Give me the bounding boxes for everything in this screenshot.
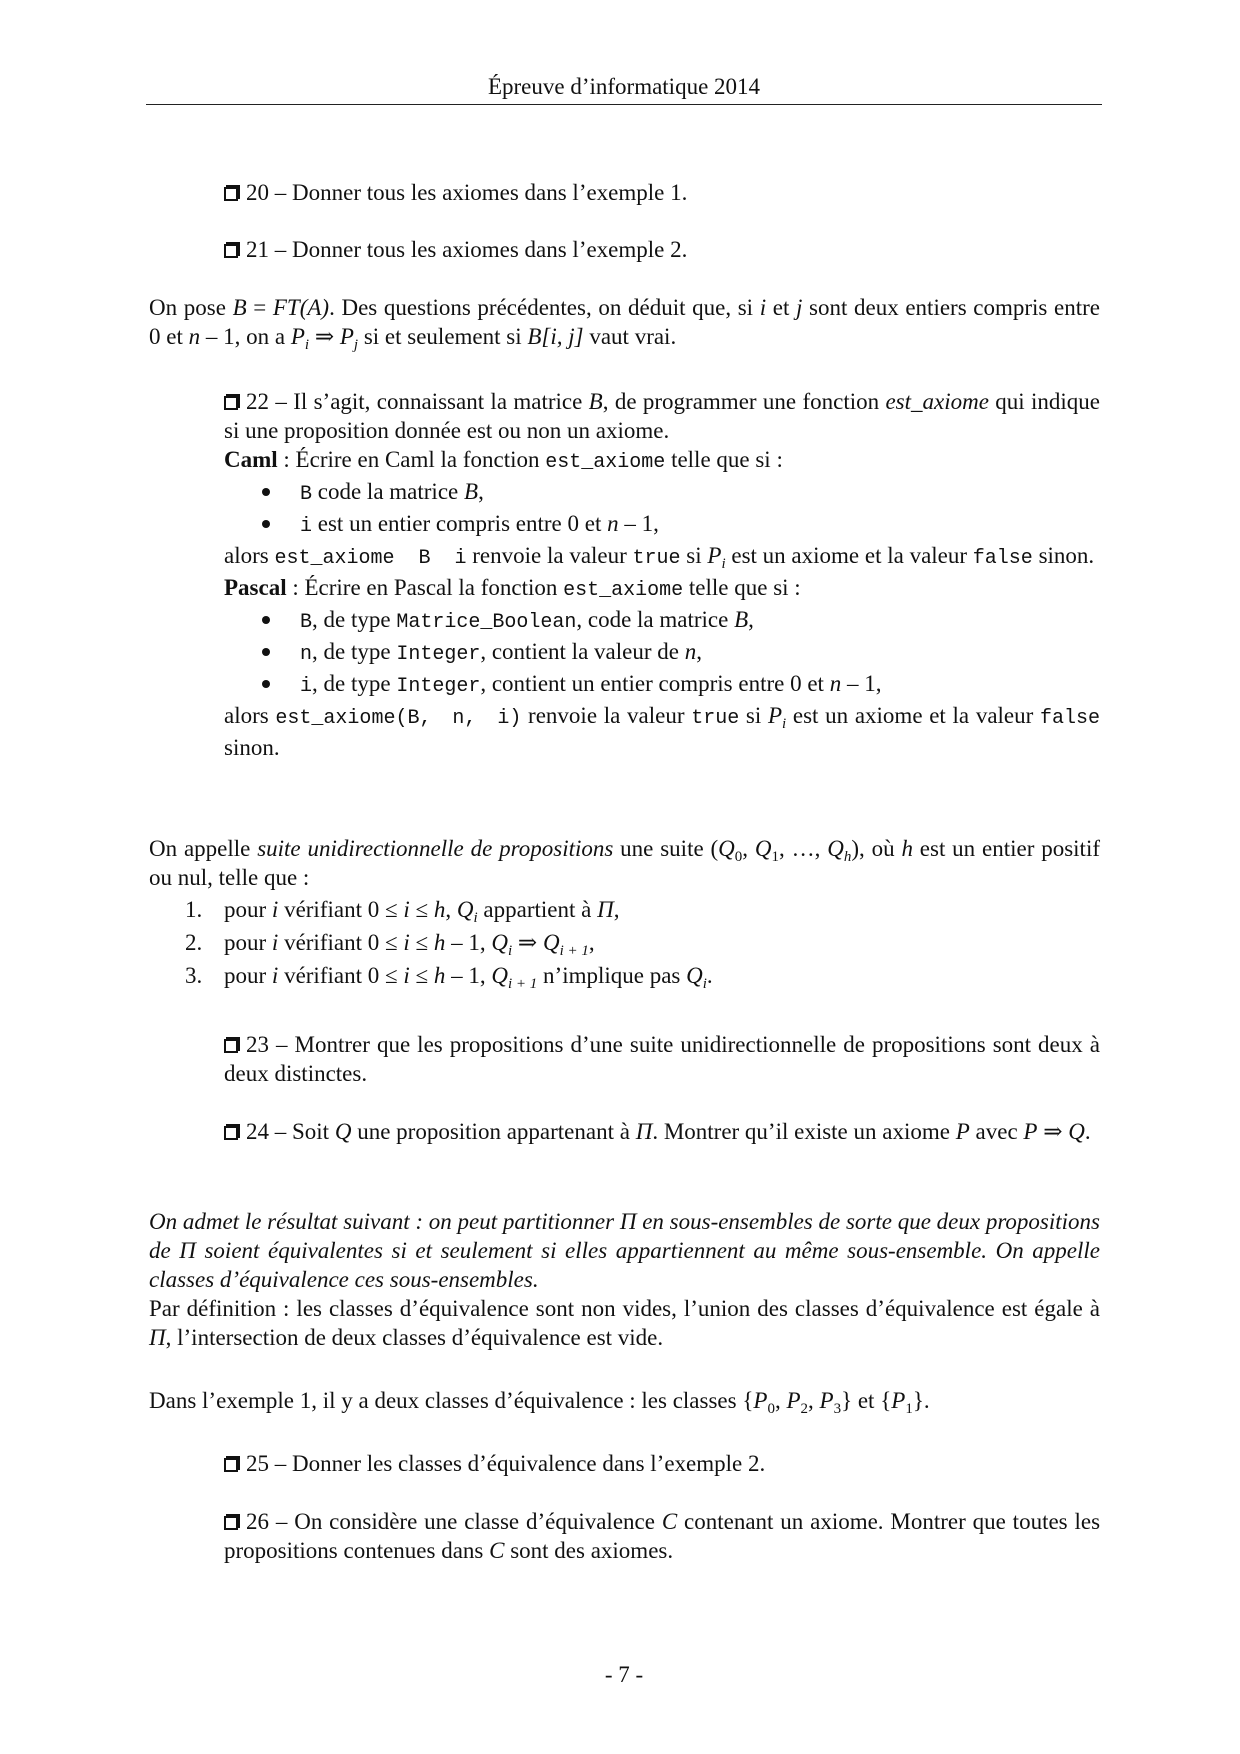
question-23: 23 – Montrer que les propositions d’une suite unidirectionnelle de propositions sont deux à deux distinctes. [224, 1032, 1101, 1086]
caml-bullet-2: i est un entier compris entre 0 et n – 1, [224, 509, 1100, 541]
checkbox-icon [224, 1039, 238, 1053]
checkbox-icon [224, 1126, 238, 1140]
pascal-bullet-1: B, de type Matrice_Boolean, code la matrice B, [224, 605, 1100, 637]
question-text: – Donner tous les axiomes dans l’exemple 1. [274, 180, 688, 205]
page-header: Épreuve d’informatique 2014 [487, 74, 761, 99]
question-26: 26 – On considère une classe d’équivalence C contenant un axiome. Montrer que toutes les propositions contenues dans C sont des axiomes. [224, 1509, 1101, 1563]
admitted-result: On admet le résultat suivant : on peut partitionner Π en sous-ensembles de sorte que deux propositions de Π soient équivalentes si et seulement si elles appartiennent au même sous-ensemble. On appelle classes d’équivalence ces sous-ensembles. [149, 1209, 1101, 1292]
question-text: – Donner tous les axiomes dans l’exemple 2. [274, 237, 688, 262]
question-25: 25 – Donner les classes d’équivalence dans l’exemple 2. [224, 1449, 1100, 1478]
definition-text: Par définition : les classes d’équivalence sont non vides, l’union des classes d’équivalence est égale à Π, l’intersection de deux classes d’équivalence est vide. [149, 1296, 1100, 1350]
caml-bullet-1: B code la matrice B, [224, 477, 1100, 509]
checkbox-icon [224, 244, 238, 258]
question-22 [224, 387, 1100, 762]
paragraph-b-definition: On pose B = FT(A). Des questions précédentes, on déduit que, si i et j sont deux entiers compris entre 0 et n – 1, on a $P_i$ ⇒ $P_j$ si et seulement si B[i, j] vaut vrai. [149, 295, 1100, 353]
header-rule [146, 104, 1102, 105]
paragraph-suite-definition: On appelle suite unidirectionnelle de propositions une suite ($Q_0$, $Q_1$, …, $Q_h$), où h est un entier positif ou nul, telle que : [149, 836, 1100, 890]
list-item: 1. pour i vérifiant 0 ≤ i ≤ h, $Q_i$ appartient à Π, [185, 897, 620, 926]
checkbox-icon [224, 1516, 238, 1530]
caml-instruction: Caml : Écrire en Caml la fonction est_axiome telle que si : [224, 447, 783, 474]
paragraph-example-1-classes: Dans l’exemple 1, il y a deux classes d’équivalence : les classes {$P_0$, $P_2$, $P_3$} et $\{P_1\}$. [149, 1388, 930, 1417]
pascal-instruction: Pascal : Écrire en Pascal la fonction est_axiome telle que si : [224, 575, 801, 602]
question-number: 20 [246, 180, 269, 205]
checkbox-icon [224, 187, 238, 201]
checkbox-icon [224, 1458, 238, 1472]
question-20 [224, 178, 1100, 207]
paragraph-equivalence-classes [149, 1207, 1100, 1352]
checkbox-icon [224, 396, 238, 410]
pascal-result: alors est_axiome(B, n, i) renvoie la valeur true si $P_i$ est un axiome et la valeur false sinon. [224, 703, 1101, 760]
question-number: 21 [246, 237, 269, 262]
page-number: - 7 - [604, 1662, 644, 1687]
list-item: 3. pour i vérifiant 0 ≤ i ≤ h – 1, $Q_{i + 1}$ n’implique pas $Q_i$. [185, 963, 713, 992]
pascal-bullet-3: i, de type Integer, contient un entier compris entre 0 et n – 1, [224, 669, 1100, 701]
question-21 [224, 235, 1100, 264]
caml-result: alors est_axiome B i renvoie la valeur true si $P_i$ est un axiome et la valeur false sinon. [224, 543, 1095, 572]
question-22-intro: 22 – Il s’agit, connaissant la matrice B, de programmer une fonction est_axiome qui indique si une proposition donnée est ou non un axiome. [224, 389, 1100, 443]
question-24: 24 – Soit Q une proposition appartenant à Π. Montrer qu’il existe un axiome P avec P ⇒ Q. [224, 1117, 1100, 1146]
conditions-list [149, 895, 1100, 990]
pascal-bullet-2: n, de type Integer, contient la valeur de n, [224, 637, 1100, 669]
list-item: 2. pour i vérifiant 0 ≤ i ≤ h – 1, $Q_i$ ⇒ $Q_{i + 1}$, [185, 930, 595, 959]
